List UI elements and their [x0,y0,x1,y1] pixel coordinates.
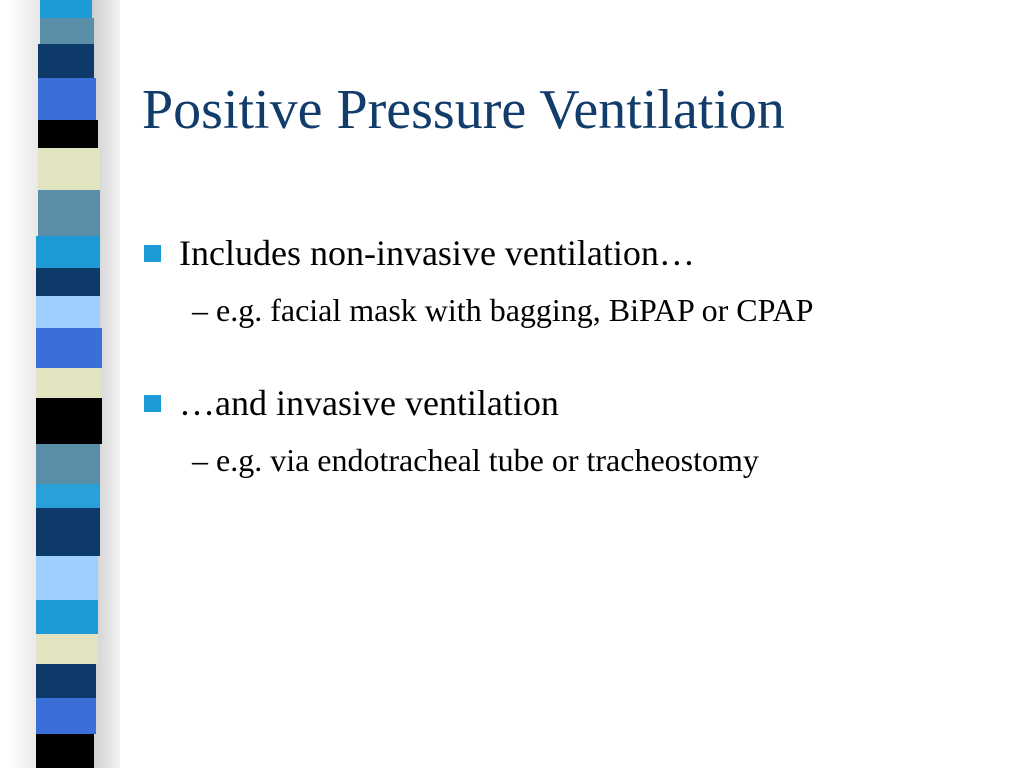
stripe-band [38,148,100,190]
bullet-list [144,232,1004,479]
bullet-text: Includes non-invasive ventilation… [179,233,695,273]
stripe-band [38,44,94,78]
bullet-text: …and invasive ventilation [179,382,559,423]
stripe-band [36,444,100,484]
sub-bullet-text: – e.g. via endotracheal tube or tracheostomy [192,441,759,478]
slide-title: Positive Pressure Ventilation [142,79,785,141]
decorative-stripe-strip [0,0,120,768]
stripe-band [38,190,100,236]
stripe-band [36,600,98,634]
stripe-band [40,0,92,18]
stripe-band [36,296,100,328]
stripe-band [36,368,102,398]
stripe-band [36,734,94,768]
stripe-band [36,268,100,296]
bullet-item [144,382,1004,425]
stripe-band [36,328,102,368]
bullet-item [144,232,1004,275]
stripe-band [36,236,100,268]
stripe-band [40,18,94,44]
stripe-band [36,698,96,734]
stripe-band [36,664,96,698]
stripe-band [36,508,100,556]
stripe-band [36,484,100,508]
square-bullet-icon [144,395,161,412]
stripe-band [36,398,102,444]
stripe-band [36,556,98,600]
sub-bullet-text: – e.g. facial mask with bagging, BiPAP or CPAP [192,292,814,329]
square-bullet-icon [144,245,161,262]
stripe-band [38,120,98,148]
stripe-band [38,78,96,120]
stripe-band [36,634,98,664]
